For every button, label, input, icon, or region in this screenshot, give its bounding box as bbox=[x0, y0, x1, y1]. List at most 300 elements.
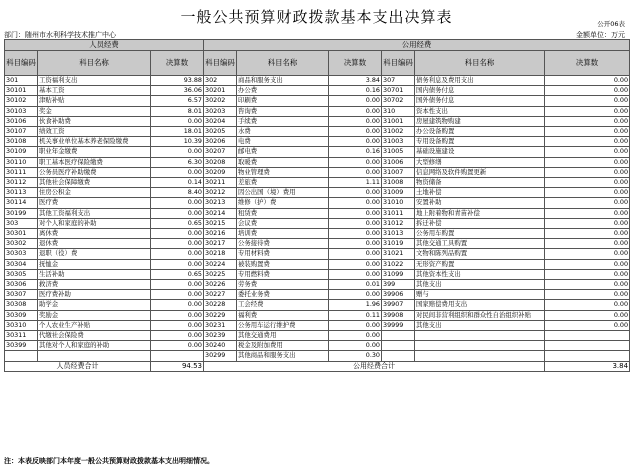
name-cell: 生活补助 bbox=[38, 269, 151, 279]
personnel-total-label: 人员经费合计 bbox=[5, 361, 151, 371]
code-cell: 30304 bbox=[5, 259, 38, 269]
name-cell: 抚恤金 bbox=[38, 259, 151, 269]
code-cell: 30302 bbox=[5, 239, 38, 249]
amount-cell: 0.65 bbox=[151, 218, 204, 228]
amount-cell: 0.00 bbox=[545, 86, 630, 96]
code-cell: 31021 bbox=[382, 249, 415, 259]
name-cell: 电费 bbox=[237, 137, 329, 147]
name-cell: 文物和陈列品购置 bbox=[415, 249, 545, 259]
amount-cell: 0.00 bbox=[151, 208, 204, 218]
amount-cell: 0.00 bbox=[329, 341, 382, 351]
code-cell: 30108 bbox=[5, 137, 38, 147]
name-cell: 培训费 bbox=[237, 229, 329, 239]
name-cell: 被装购置费 bbox=[237, 259, 329, 269]
public-total-value: 3.84 bbox=[545, 361, 630, 371]
name-cell: 国家赔偿费用支出 bbox=[415, 300, 545, 310]
amount-cell: 0.00 bbox=[545, 178, 630, 188]
code-cell: 302 bbox=[204, 76, 237, 86]
table-row bbox=[5, 320, 630, 330]
amount-cell: 0.00 bbox=[545, 208, 630, 218]
col-code: 科目编码 bbox=[204, 51, 237, 76]
name-cell: 房屋建筑物购建 bbox=[415, 116, 545, 126]
col-name: 科目名称 bbox=[38, 51, 151, 76]
code-cell: 301 bbox=[5, 76, 38, 86]
name-cell: 拆迁补偿 bbox=[415, 218, 545, 228]
code-cell bbox=[382, 341, 415, 351]
name-cell bbox=[415, 351, 545, 361]
name-cell: 离休费 bbox=[38, 229, 151, 239]
amount-cell: 8.40 bbox=[151, 188, 204, 198]
amount-cell: 0.30 bbox=[329, 351, 382, 361]
name-cell: 办公费 bbox=[237, 86, 329, 96]
amount-cell: 1.96 bbox=[329, 300, 382, 310]
amount-cell: 0.16 bbox=[329, 147, 382, 157]
name-cell: 公务员医疗补助缴费 bbox=[38, 167, 151, 177]
code-cell: 30214 bbox=[204, 208, 237, 218]
col-code: 科目编码 bbox=[5, 51, 38, 76]
amount-cell: 0.00 bbox=[329, 290, 382, 300]
personnel-header: 人员经费 bbox=[5, 40, 204, 51]
amount-cell: 0.00 bbox=[151, 300, 204, 310]
amount-cell: 0.00 bbox=[545, 229, 630, 239]
amount-cell bbox=[545, 341, 630, 351]
name-cell: 赠与 bbox=[415, 290, 545, 300]
name-cell: 安置补助 bbox=[415, 198, 545, 208]
report-title: 一般公共预算财政拨款基本支出决算表 bbox=[180, 8, 453, 26]
code-cell: 31009 bbox=[382, 188, 415, 198]
name-cell: 债务利息及费用支出 bbox=[415, 76, 545, 86]
code-cell: 30109 bbox=[5, 147, 38, 157]
code-cell: 30701 bbox=[382, 86, 415, 96]
form-number: 公开06表 bbox=[597, 20, 625, 28]
amount-cell: 8.01 bbox=[151, 106, 204, 116]
amount-cell: 0.00 bbox=[545, 106, 630, 116]
name-cell: 地上附着物和青苗补偿 bbox=[415, 208, 545, 218]
code-cell: 30308 bbox=[5, 300, 38, 310]
amount-cell: 0.00 bbox=[151, 167, 204, 177]
table-row bbox=[5, 249, 630, 259]
amount-cell: 36.06 bbox=[151, 86, 204, 96]
personnel-total-value: 94.53 bbox=[151, 361, 204, 371]
col-amount: 决算数 bbox=[151, 51, 204, 76]
table-row bbox=[5, 351, 630, 361]
code-cell: 30111 bbox=[5, 167, 38, 177]
amount-cell: 1.11 bbox=[329, 178, 382, 188]
name-cell: 对民间非营利组织和群众性自治组织补贴 bbox=[415, 310, 545, 320]
amount-cell: 0.00 bbox=[545, 137, 630, 147]
code-cell: 30301 bbox=[5, 229, 38, 239]
name-cell: 津贴补贴 bbox=[38, 96, 151, 106]
amount-cell: 0.00 bbox=[545, 310, 630, 320]
name-cell: 劳务费 bbox=[237, 280, 329, 290]
department-label: 部门：随州市水利科学技术推广中心 bbox=[4, 31, 116, 39]
name-cell: 资本性支出 bbox=[415, 106, 545, 116]
name-cell: 其他资本性支出 bbox=[415, 269, 545, 279]
amount-cell: 0.00 bbox=[545, 116, 630, 126]
code-cell: 30311 bbox=[5, 331, 38, 341]
code-cell: 30211 bbox=[204, 178, 237, 188]
footnote: 注：本表反映部门本年度一般公共预算财政拨款基本支出明细情况。 bbox=[4, 457, 214, 465]
code-cell: 303 bbox=[5, 218, 38, 228]
code-cell: 30213 bbox=[204, 198, 237, 208]
code-cell: 31006 bbox=[382, 157, 415, 167]
table-row bbox=[5, 269, 630, 279]
code-cell: 39908 bbox=[382, 310, 415, 320]
name-cell bbox=[415, 341, 545, 351]
amount-cell: 0.16 bbox=[329, 86, 382, 96]
code-cell: 30399 bbox=[5, 341, 38, 351]
public-header: 公用经费 bbox=[204, 40, 630, 51]
name-cell: 办公设备购置 bbox=[415, 127, 545, 137]
amount-cell: 0.00 bbox=[545, 239, 630, 249]
name-cell: 救济费 bbox=[38, 280, 151, 290]
name-cell: 职工基本医疗保险缴费 bbox=[38, 157, 151, 167]
table-row bbox=[5, 127, 630, 137]
code-cell: 30306 bbox=[5, 280, 38, 290]
amount-cell: 0.00 bbox=[329, 106, 382, 116]
amount-cell: 0.00 bbox=[545, 96, 630, 106]
name-cell: 工会经费 bbox=[237, 300, 329, 310]
amount-cell: 0.00 bbox=[151, 116, 204, 126]
amount-cell: 0.00 bbox=[545, 280, 630, 290]
code-cell: 30113 bbox=[5, 188, 38, 198]
col-amount: 决算数 bbox=[545, 51, 630, 76]
name-cell: 专用设备购置 bbox=[415, 137, 545, 147]
code-cell: 30309 bbox=[5, 310, 38, 320]
table-row bbox=[5, 310, 630, 320]
amount-cell: 0.00 bbox=[151, 259, 204, 269]
code-cell: 30106 bbox=[5, 116, 38, 126]
col-code: 科目编码 bbox=[382, 51, 415, 76]
code-cell: 307 bbox=[382, 76, 415, 86]
amount-cell: 6.30 bbox=[151, 157, 204, 167]
code-cell: 30215 bbox=[204, 218, 237, 228]
amount-cell: 18.01 bbox=[151, 127, 204, 137]
code-cell: 31010 bbox=[382, 198, 415, 208]
name-cell: 印刷费 bbox=[237, 96, 329, 106]
amount-cell: 0.00 bbox=[151, 239, 204, 249]
name-cell: 信息网络及软件购置更新 bbox=[415, 167, 545, 177]
name-cell: 绩效工资 bbox=[38, 127, 151, 137]
code-cell: 30305 bbox=[5, 269, 38, 279]
table-row bbox=[5, 229, 630, 239]
code-cell: 31001 bbox=[382, 116, 415, 126]
code-cell: 30202 bbox=[204, 96, 237, 106]
col-name: 科目名称 bbox=[237, 51, 329, 76]
name-cell: 医疗费 bbox=[38, 198, 151, 208]
amount-cell: 6.57 bbox=[151, 96, 204, 106]
code-cell: 30208 bbox=[204, 157, 237, 167]
code-cell: 30239 bbox=[204, 331, 237, 341]
amount-cell: 0.00 bbox=[151, 147, 204, 157]
amount-cell: 0.00 bbox=[545, 188, 630, 198]
name-cell: 其他工资福利支出 bbox=[38, 208, 151, 218]
name-cell: 商品和服务支出 bbox=[237, 76, 329, 86]
name-cell: 福利费 bbox=[237, 310, 329, 320]
name-cell: 物业管理费 bbox=[237, 167, 329, 177]
code-cell: 30299 bbox=[204, 351, 237, 361]
code-cell: 30114 bbox=[5, 198, 38, 208]
amount-cell: 0.00 bbox=[329, 229, 382, 239]
code-cell: 310 bbox=[382, 106, 415, 116]
code-cell: 31003 bbox=[382, 137, 415, 147]
amount-cell: 3.84 bbox=[329, 76, 382, 86]
amount-cell: 0.00 bbox=[151, 331, 204, 341]
col-amount: 决算数 bbox=[329, 51, 382, 76]
code-cell: 31022 bbox=[382, 259, 415, 269]
name-cell: 奖金 bbox=[38, 106, 151, 116]
name-cell: 其他支出 bbox=[415, 280, 545, 290]
name-cell: 咨询费 bbox=[237, 106, 329, 116]
code-cell: 30702 bbox=[382, 96, 415, 106]
code-cell: 31005 bbox=[382, 147, 415, 157]
amount-cell: 0.00 bbox=[329, 198, 382, 208]
amount-cell: 0.00 bbox=[545, 218, 630, 228]
amount-cell: 0.00 bbox=[329, 208, 382, 218]
name-cell: 邮电费 bbox=[237, 147, 329, 157]
table-row bbox=[5, 137, 630, 147]
name-cell: 租赁费 bbox=[237, 208, 329, 218]
code-cell: 30229 bbox=[204, 310, 237, 320]
name-cell bbox=[38, 351, 151, 361]
code-cell: 31007 bbox=[382, 167, 415, 177]
name-cell: 职业年金缴费 bbox=[38, 147, 151, 157]
table-row bbox=[5, 178, 630, 188]
table-row bbox=[5, 331, 630, 341]
table-row bbox=[5, 341, 630, 351]
amount-cell: 0.00 bbox=[329, 239, 382, 249]
amount-cell: 0.00 bbox=[151, 229, 204, 239]
name-cell: 专用材料费 bbox=[237, 249, 329, 259]
name-cell: 住房公积金 bbox=[38, 188, 151, 198]
amount-cell: 0.65 bbox=[151, 269, 204, 279]
amount-cell: 0.01 bbox=[329, 280, 382, 290]
code-cell: 30103 bbox=[5, 106, 38, 116]
code-cell: 30227 bbox=[204, 290, 237, 300]
table-row bbox=[5, 157, 630, 167]
amount-cell: 0.00 bbox=[545, 320, 630, 330]
code-cell bbox=[382, 351, 415, 361]
code-cell: 30203 bbox=[204, 106, 237, 116]
code-cell: 30204 bbox=[204, 116, 237, 126]
code-cell: 30206 bbox=[204, 137, 237, 147]
code-cell: 31013 bbox=[382, 229, 415, 239]
table-row bbox=[5, 96, 630, 106]
table-row bbox=[5, 208, 630, 218]
amount-cell: 0.00 bbox=[151, 290, 204, 300]
amount-cell: 0.00 bbox=[329, 96, 382, 106]
code-cell: 31099 bbox=[382, 269, 415, 279]
table-row bbox=[5, 198, 630, 208]
code-cell: 30110 bbox=[5, 157, 38, 167]
code-cell: 30216 bbox=[204, 229, 237, 239]
name-cell: 公务接待费 bbox=[237, 239, 329, 249]
amount-cell: 0.00 bbox=[329, 269, 382, 279]
name-cell: 其他交通工具购置 bbox=[415, 239, 545, 249]
table-row bbox=[5, 116, 630, 126]
amount-cell: 0.00 bbox=[545, 76, 630, 86]
code-cell: 30231 bbox=[204, 320, 237, 330]
name-cell: 其他社会保障缴费 bbox=[38, 178, 151, 188]
code-cell: 399 bbox=[382, 280, 415, 290]
unit-label: 金额单位：万元 bbox=[576, 31, 625, 39]
code-cell: 30307 bbox=[5, 290, 38, 300]
name-cell: 大型修缮 bbox=[415, 157, 545, 167]
name-cell: 退职（役）费 bbox=[38, 249, 151, 259]
code-cell: 30225 bbox=[204, 269, 237, 279]
code-cell: 30201 bbox=[204, 86, 237, 96]
table-row bbox=[5, 218, 630, 228]
name-cell: 个人农业生产补贴 bbox=[38, 320, 151, 330]
amount-cell: 0.00 bbox=[151, 320, 204, 330]
name-cell: 机关事业单位基本养老保险缴费 bbox=[38, 137, 151, 147]
amount-cell: 0.00 bbox=[545, 127, 630, 137]
name-cell bbox=[415, 331, 545, 341]
amount-cell: 0.00 bbox=[329, 116, 382, 126]
code-cell: 30240 bbox=[204, 341, 237, 351]
table-row bbox=[5, 147, 630, 157]
name-cell: 委托业务费 bbox=[237, 290, 329, 300]
code-cell: 30226 bbox=[204, 280, 237, 290]
amount-cell: 0.00 bbox=[545, 290, 630, 300]
table-row bbox=[5, 76, 630, 86]
name-cell: 伙食补助费 bbox=[38, 116, 151, 126]
table-row bbox=[5, 167, 630, 177]
name-cell: 税金及附加费用 bbox=[237, 341, 329, 351]
code-cell: 30107 bbox=[5, 127, 38, 137]
amount-cell: 0.00 bbox=[151, 310, 204, 320]
code-cell: 30310 bbox=[5, 320, 38, 330]
name-cell: 会议费 bbox=[237, 218, 329, 228]
amount-cell bbox=[545, 331, 630, 341]
public-total-label: 公用经费合计 bbox=[204, 361, 545, 371]
name-cell: 退休费 bbox=[38, 239, 151, 249]
amount-cell: 0.00 bbox=[329, 259, 382, 269]
name-cell: 水费 bbox=[237, 127, 329, 137]
code-cell: 30303 bbox=[5, 249, 38, 259]
amount-cell: 0.00 bbox=[329, 331, 382, 341]
table-row bbox=[5, 106, 630, 116]
amount-cell: 0.00 bbox=[329, 127, 382, 137]
code-cell: 30112 bbox=[5, 178, 38, 188]
code-cell: 31002 bbox=[382, 127, 415, 137]
name-cell: 工资福利支出 bbox=[38, 76, 151, 86]
code-cell: 39999 bbox=[382, 320, 415, 330]
name-cell: 手续费 bbox=[237, 116, 329, 126]
table-row bbox=[5, 86, 630, 96]
amount-cell bbox=[545, 351, 630, 361]
code-cell: 30217 bbox=[204, 239, 237, 249]
code-cell: 30228 bbox=[204, 300, 237, 310]
code-cell: 30102 bbox=[5, 96, 38, 106]
code-cell: 30205 bbox=[204, 127, 237, 137]
amount-cell: 0.00 bbox=[545, 198, 630, 208]
name-cell: 医疗费补助 bbox=[38, 290, 151, 300]
col-name: 科目名称 bbox=[415, 51, 545, 76]
name-cell: 国外债务付息 bbox=[415, 96, 545, 106]
table-row bbox=[5, 259, 630, 269]
name-cell: 维修（护）费 bbox=[237, 198, 329, 208]
amount-cell: 0.00 bbox=[329, 188, 382, 198]
name-cell: 公务用车运行维护费 bbox=[237, 320, 329, 330]
name-cell: 专用燃料费 bbox=[237, 269, 329, 279]
amount-cell: 0.00 bbox=[151, 249, 204, 259]
name-cell: 取暖费 bbox=[237, 157, 329, 167]
amount-cell: 0.00 bbox=[329, 137, 382, 147]
amount-cell bbox=[151, 351, 204, 361]
code-cell: 30224 bbox=[204, 259, 237, 269]
code-cell: 30218 bbox=[204, 249, 237, 259]
name-cell: 物资储备 bbox=[415, 178, 545, 188]
name-cell: 国内债务付息 bbox=[415, 86, 545, 96]
amount-cell: 0.11 bbox=[329, 310, 382, 320]
code-cell: 39906 bbox=[382, 290, 415, 300]
name-cell: 因公出国（境）费用 bbox=[237, 188, 329, 198]
amount-cell: 93.88 bbox=[151, 76, 204, 86]
amount-cell: 0.14 bbox=[151, 178, 204, 188]
code-cell: 30199 bbox=[5, 208, 38, 218]
expenditure-table bbox=[4, 39, 630, 372]
name-cell: 基本工资 bbox=[38, 86, 151, 96]
name-cell: 奖励金 bbox=[38, 310, 151, 320]
table-row bbox=[5, 280, 630, 290]
name-cell: 代缴社会保险费 bbox=[38, 331, 151, 341]
code-cell: 31008 bbox=[382, 178, 415, 188]
name-cell: 公务用车购置 bbox=[415, 229, 545, 239]
amount-cell: 0.00 bbox=[329, 157, 382, 167]
code-cell: 30209 bbox=[204, 167, 237, 177]
amount-cell: 0.00 bbox=[545, 147, 630, 157]
table-row bbox=[5, 239, 630, 249]
name-cell: 其他支出 bbox=[415, 320, 545, 330]
name-cell: 差旅费 bbox=[237, 178, 329, 188]
table-row bbox=[5, 290, 630, 300]
table-row bbox=[5, 300, 630, 310]
amount-cell: 0.00 bbox=[151, 341, 204, 351]
name-cell: 其他交通费用 bbox=[237, 331, 329, 341]
amount-cell: 0.00 bbox=[329, 218, 382, 228]
code-cell bbox=[382, 331, 415, 341]
name-cell: 其他对个人和家庭的补助 bbox=[38, 341, 151, 351]
table-row bbox=[5, 188, 630, 198]
amount-cell: 0.00 bbox=[151, 280, 204, 290]
name-cell: 无形资产购置 bbox=[415, 259, 545, 269]
code-cell: 31011 bbox=[382, 208, 415, 218]
code-cell: 31019 bbox=[382, 239, 415, 249]
amount-cell: 0.00 bbox=[545, 167, 630, 177]
name-cell: 对个人和家庭的补助 bbox=[38, 218, 151, 228]
code-cell bbox=[5, 351, 38, 361]
code-cell: 39907 bbox=[382, 300, 415, 310]
amount-cell: 0.00 bbox=[545, 157, 630, 167]
name-cell: 土地补偿 bbox=[415, 188, 545, 198]
name-cell: 助学金 bbox=[38, 300, 151, 310]
amount-cell: 0.00 bbox=[545, 259, 630, 269]
code-cell: 30207 bbox=[204, 147, 237, 157]
name-cell: 基础设施建设 bbox=[415, 147, 545, 157]
amount-cell: 0.00 bbox=[545, 269, 630, 279]
code-cell: 30212 bbox=[204, 188, 237, 198]
amount-cell: 0.00 bbox=[151, 198, 204, 208]
amount-cell: 0.00 bbox=[545, 300, 630, 310]
name-cell: 其他商品和服务支出 bbox=[237, 351, 329, 361]
amount-cell: 0.00 bbox=[329, 167, 382, 177]
amount-cell: 0.00 bbox=[545, 249, 630, 259]
amount-cell: 0.00 bbox=[329, 320, 382, 330]
amount-cell: 0.00 bbox=[329, 249, 382, 259]
code-cell: 30101 bbox=[5, 86, 38, 96]
code-cell: 31012 bbox=[382, 218, 415, 228]
